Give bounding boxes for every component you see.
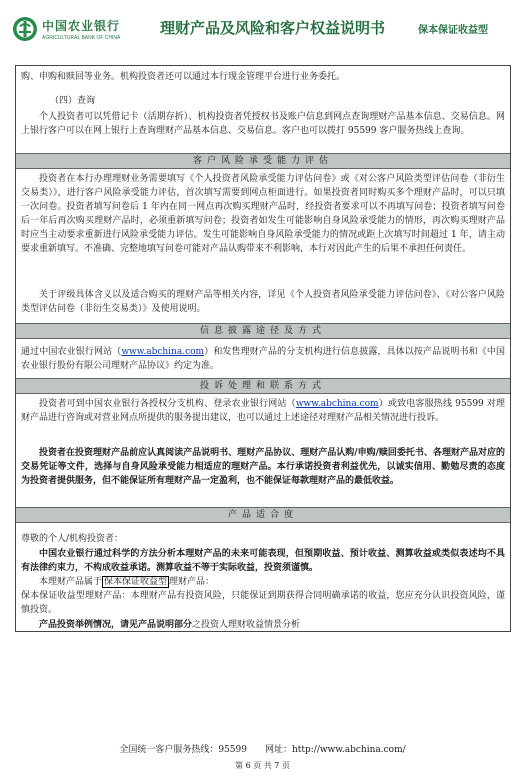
- paragraph-category-explanation: 保本保证收益型理财产品：本理财产品有投资风险，只能保证到期获得合同明确承诺的收益，您应充分认识投资风险，谨慎投资。: [21, 591, 505, 615]
- section-bar-risk-assessment: 客户风险承受能力评估: [16, 153, 510, 169]
- paragraph-product-category: 本理财产品属于 保本保证收益型 理财产品：: [39, 577, 215, 587]
- section-heading-query: （四）查询: [50, 96, 96, 106]
- abchina-link[interactable]: www.abchina.com: [295, 399, 379, 409]
- section-bar-suitability: 产品适合度: [16, 507, 510, 523]
- paragraph-projection-disclaimer: 中国农业银行通过科学的方法分析本理财产品的未来可能表现，但预期收益、预计收益、测算收益或类似表述均不具有法律约束力，不构成收益承诺。测算收益不等于实际收益，投资须谨慎。: [21, 549, 505, 573]
- paragraph-complaints: 投资者可到中国农业银行各授权分支机构、登录农业银行网站（www.abchina.com）或致电客服热线 95599 对理财产品进行咨询或对营业网点所提供的服务提出建议，也可以通过上述途径对理财产品相关情况进行投诉。: [21, 399, 505, 423]
- section-bar-disclosure: 信息披露途径及方式: [16, 323, 510, 339]
- section-bar-complaints: 投诉处理和联系方式: [16, 378, 510, 394]
- page-header: [0, 0, 525, 64]
- abc-logo-icon: [12, 16, 38, 42]
- paragraph-query: 个人投资者可以凭借记卡（活期存折）、机构投资者凭授权书及账户信息到网点查询理财产品基本信息、交易信息。网上银行客户可以在网上银行上查询理财产品基本信息、交易信息。客户也可以拨打 95599 客户服务热线上查询。: [21, 112, 505, 136]
- logo-english-name: AGRICULTURAL BANK OF CHINA: [42, 35, 121, 41]
- document-title: 理财产品及风险和客户权益说明书: [160, 19, 386, 37]
- paragraph-investor-notice: 投资者在投资理财产品前应认真阅读产品说明书、理财产品协议、理财产品认购/申购/赎回委托书、各理财产品对应的交易凭证等文件，选择与自身风险承受能力相适应的理财产品。本行承诺投资者利益优先，以诚实信用、勤勉尽责的态度为投资者提供服务，但不能保证所有理财产品一定盈利，也不能保证每款理财产品的最低收益。: [21, 448, 505, 486]
- paragraph-example-reference: 产品投资举例情况，请见产品说明部分之投资人理财收益情景分析: [39, 620, 301, 630]
- logo-chinese-name: 中国农业银行: [42, 19, 121, 33]
- paragraph-continuation: 购、申购和赎回等业务。机构投资者还可以通过本行现金管理平台进行业务委托。: [21, 72, 346, 82]
- footer-service-info: 全国统一客户服务热线：95599 网址：http://www.abchina.com/: [119, 745, 406, 755]
- product-category-box: 保本保证收益型: [104, 577, 168, 587]
- paragraph-risk-assessment: 投资者在本行办理理财业务需要填写《个人投资者风险承受能力评估问卷》或《对公客户风险类型评估问卷（非衍生交易类）》，进行客户风险承受能力评估，首次填写需要到网点柜面进行。如果投资者同时购买多个理财产品时，可以只填一次问卷。投资者填写问卷后 1 年内在同一网点再次购买理财产品时，经投资者要求可以不再填写问卷；投资者填写问卷后一年后再次购买理财产品时，必须重新填写问卷；投资者如发生可能影响自身风险承受能力的情形，再次购买理财产品时应当主动要求重新进行风险承受能力评估。发生可能影响自身风险承受能力的情况或距上次填写时间超过 1 年，请主动要求重新填写。不准确、完整地填写问卷可能对产品认购带来不利影响，本行对因此产生的后果不承担任何责任。: [21, 174, 505, 254]
- product-type-label: 保本保证收益型: [418, 25, 488, 36]
- paragraph-disclosure: 通过中国农业银行网站（www.abchina.com）和发售理财产品的分支机构进行信息披露，具体以按产品说明书和《中国农业银行股份有限公司理财产品协议》约定为准。: [21, 347, 505, 371]
- salutation: 尊敬的个人/机构投资者：: [21, 534, 124, 544]
- paragraph-rating-reference: 关于评级具体含义以及适合购买的理财产品等相关内容，详见《个人投资者风险承受能力评估问卷》、《对公客户风险类型评估问卷（非衍生交易类）》及使用说明。: [21, 290, 505, 314]
- footer-page-number: 第 6 页 共 7 页: [235, 761, 290, 770]
- abchina-link[interactable]: www.abchina.com: [121, 347, 205, 357]
